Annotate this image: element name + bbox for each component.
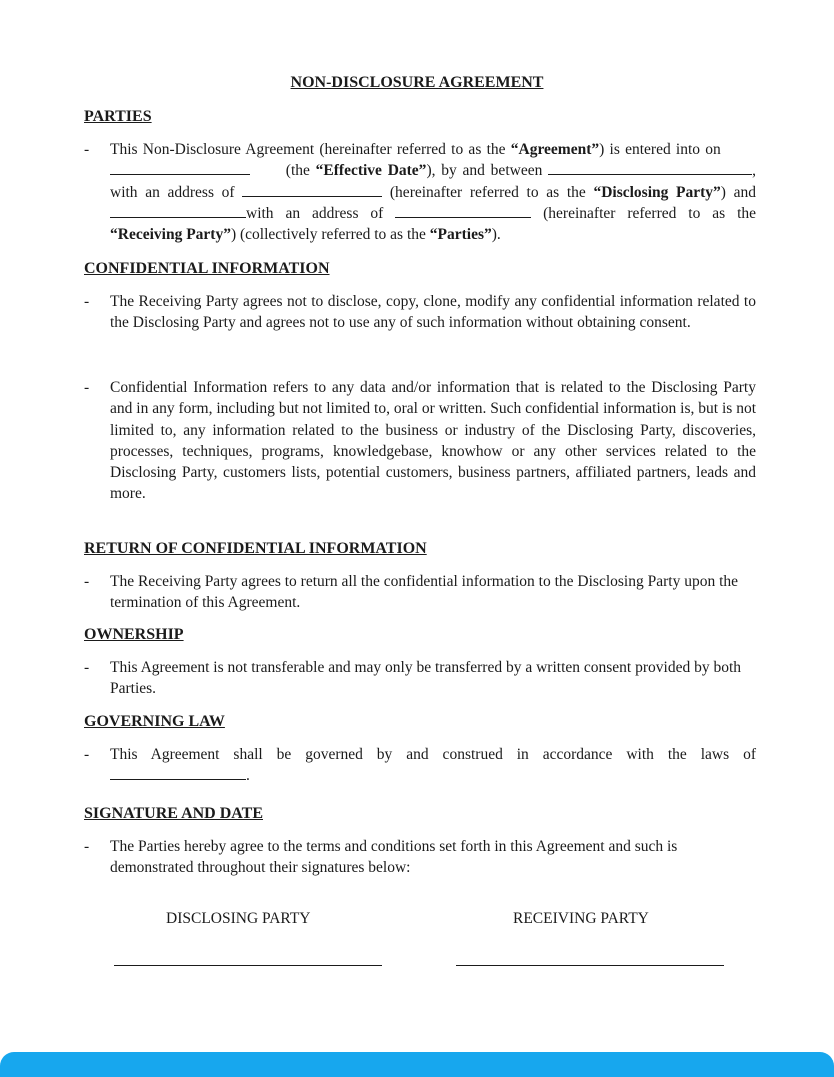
governing-law-jurisdiction-blank[interactable] [110, 765, 246, 780]
heading-signature-and-date: SIGNATURE AND DATE [84, 805, 263, 822]
disclosing-party-signature-line[interactable] [114, 965, 382, 966]
receiving-party-signature-label: RECEIVING PARTY [513, 910, 649, 927]
disclosing-party-term: “Disclosing Party” [593, 183, 721, 201]
heading-return-of-confidential-information: RETURN OF CONFIDENTIAL INFORMATION [84, 540, 427, 557]
confidential-paragraph-1: - The Receiving Party agrees not to disclose, copy, clone, modify any confidential information related to the Disclosing Party and agrees not to use any of such information without obtaining consent. [84, 293, 756, 332]
heading-parties: PARTIES [84, 108, 152, 125]
heading-confidential-information: CONFIDENTIAL INFORMATION [84, 260, 330, 277]
heading-ownership: OWNERSHIP [84, 626, 184, 643]
bullet-dash: - [84, 659, 90, 676]
heading-governing-law: GOVERNING LAW [84, 713, 225, 730]
receiving-party-name-blank[interactable] [110, 203, 246, 218]
bullet-dash: - [84, 141, 90, 158]
bullet-dash: - [84, 379, 90, 396]
receiving-party-term: “Receiving Party” [110, 226, 231, 244]
parties-term: “Parties” [429, 226, 492, 244]
receiving-party-address-blank[interactable] [395, 203, 531, 218]
receiving-party-signature-line[interactable] [456, 965, 724, 966]
disclosing-party-address-blank[interactable] [242, 182, 382, 197]
ownership-paragraph: - This Agreement is not transferable and may only be transferred by a written consent provided by both Parties. [84, 659, 742, 698]
bullet-dash: - [84, 293, 90, 310]
effective-date-term: “Effective Date” [315, 162, 427, 180]
disclosing-party-signature-label: DISCLOSING PARTY [166, 910, 311, 927]
return-paragraph: - The Receiving Party agrees to return all the confidential information to the Disclosing Party upon the termination of this Agreement. [84, 573, 739, 612]
bullet-dash: - [84, 573, 90, 590]
bullet-dash: - [84, 838, 90, 855]
agreement-term: “Agreement” [510, 141, 600, 158]
signature-paragraph: - The Parties hereby agree to the terms and conditions set forth in this Agreement and such is demonstrated throughout their signatures below: [84, 838, 678, 877]
bullet-dash: - [84, 746, 90, 763]
parties-text: This Non-Disclosure Agreement (hereinafter referred to as the “Agreement”) is entered into on (the “Effective Date”), by and between , with an address of (hereinafter referred to as the “Disclosing Party”) and with an address of (hereinafter referred to as the “Receiving Party”) (collectively referred to as the “Parties”). [110, 141, 757, 244]
confidential-paragraph-2: - Confidential Information refers to any data and/or information that is related to the Disclosing Party and in any form, including but not limited to, oral or written. Such confidential information is, but is not limited to, any information related to the business or industry of the Disclosing Party, discoveries, processes, techniques, programs, knowledgebase, knowhow or any other services related to the Disclosing Party, customers lists, potential customers, business partners, affiliated partners, leads and more. [84, 379, 756, 503]
effective-date-blank[interactable] [110, 160, 250, 175]
footer-bar [0, 1052, 834, 1077]
governing-law-paragraph: - This Agreement shall be governed by and construed in accordance with the laws of . [84, 746, 756, 785]
parties-paragraph [84, 139, 756, 245]
disclosing-party-name-blank[interactable] [548, 160, 752, 175]
document-title: NON-DISCLOSURE AGREEMENT [290, 74, 544, 91]
